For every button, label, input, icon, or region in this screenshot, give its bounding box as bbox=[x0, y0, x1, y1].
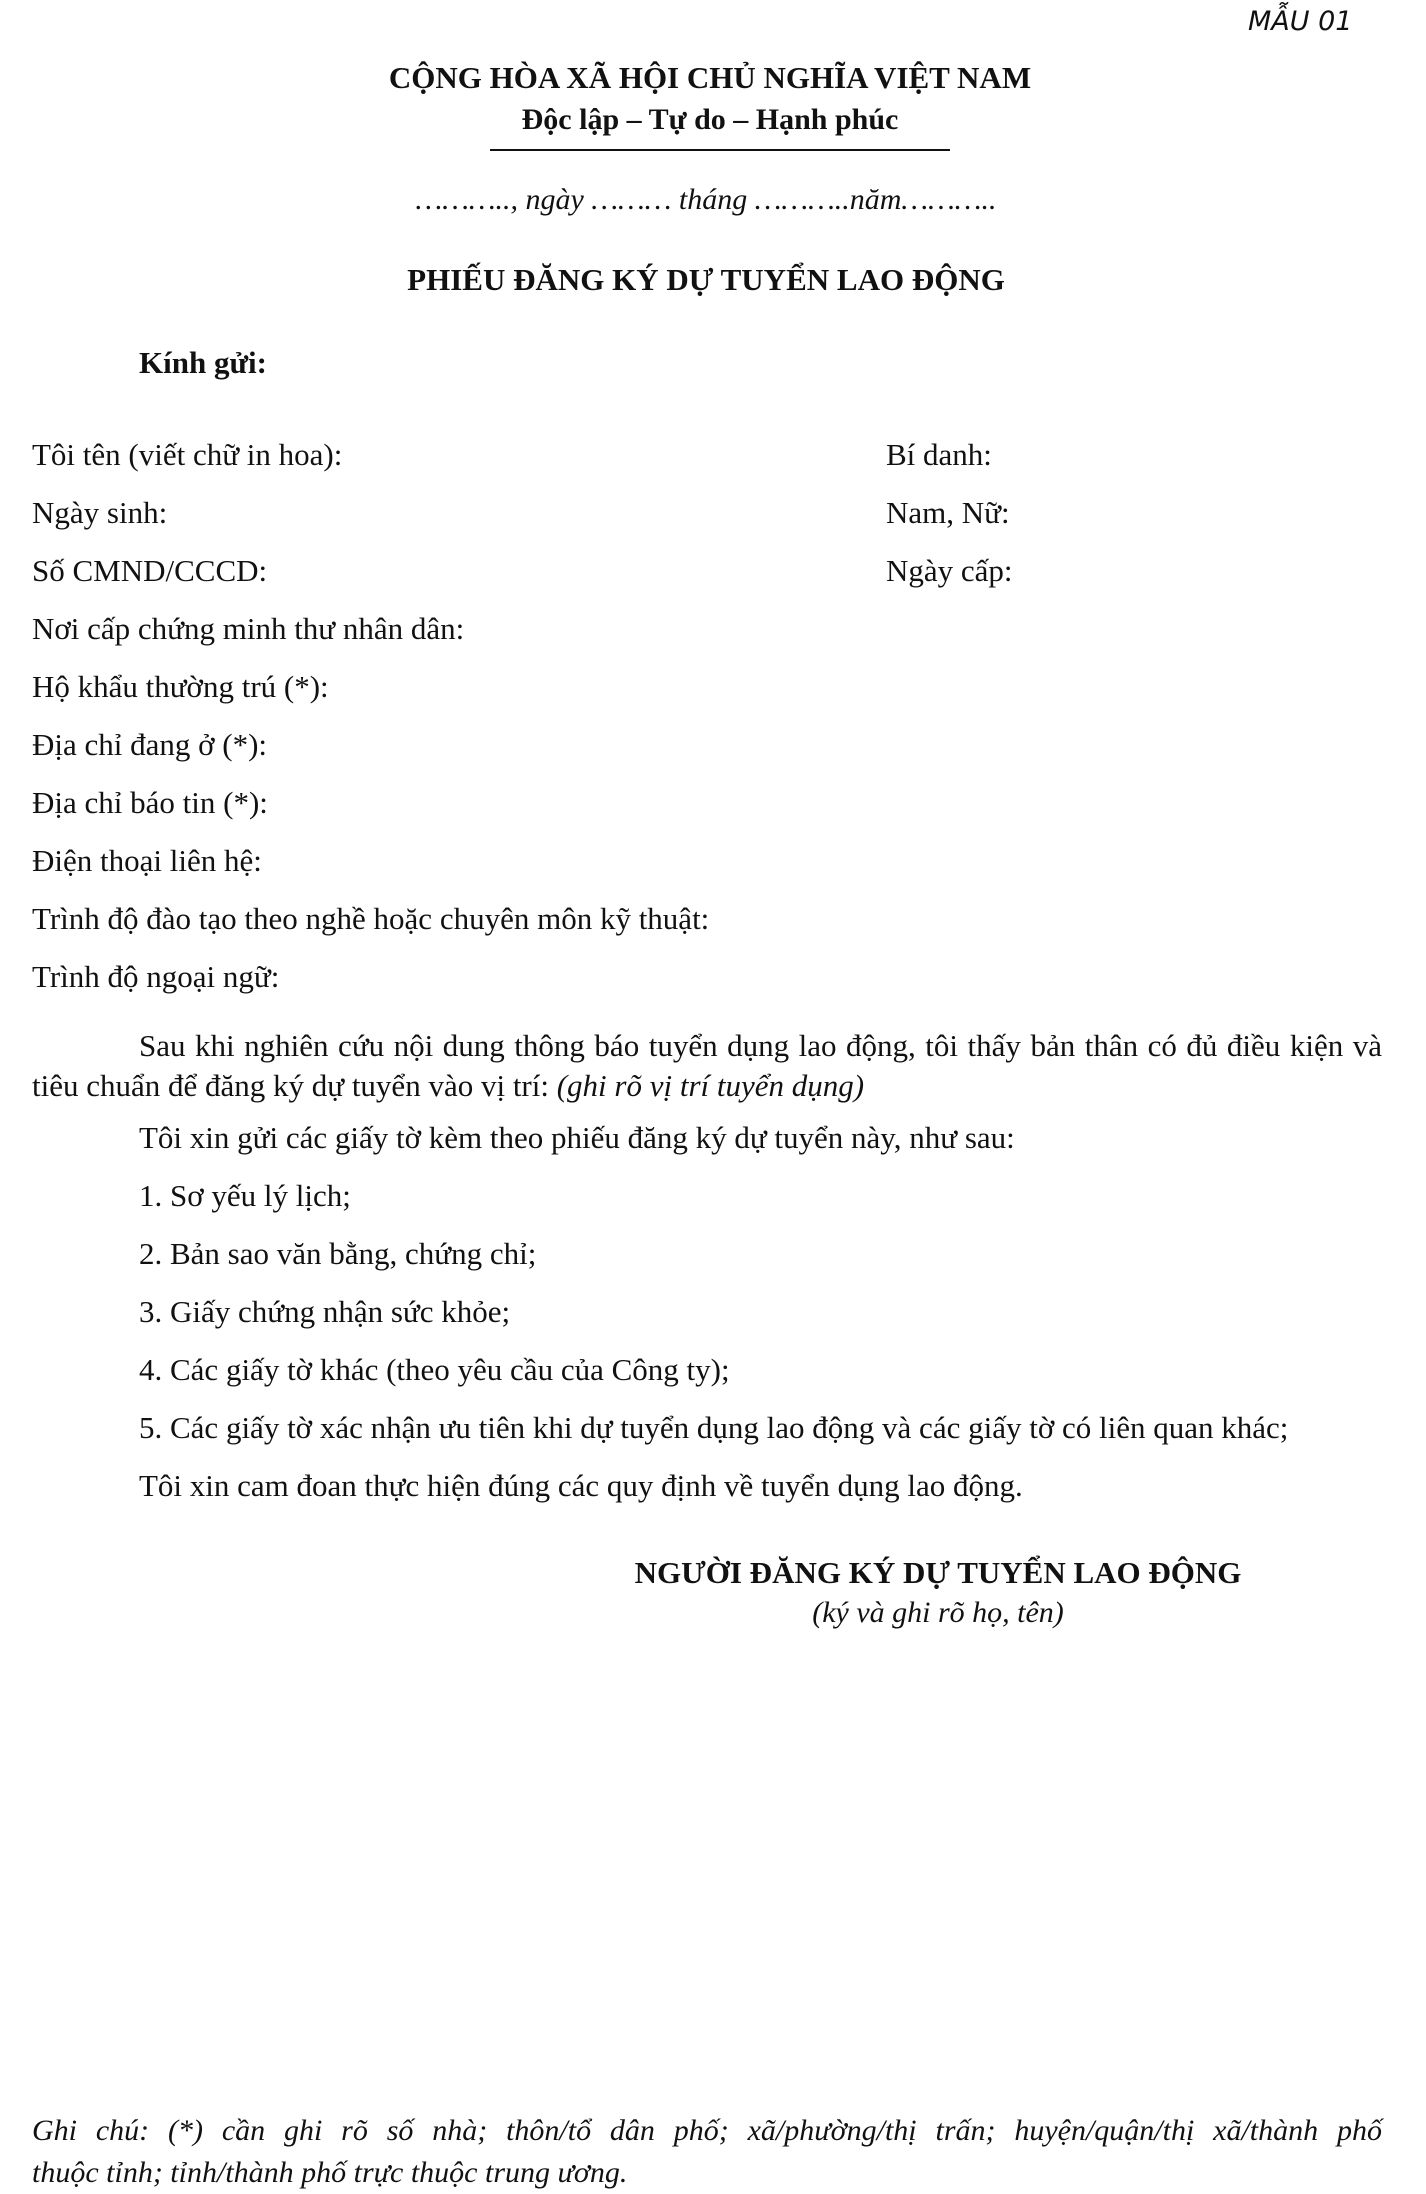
field-training-level: Trình độ đào tạo theo nghề hoặc chuyên môn kỹ thuật: bbox=[32, 901, 710, 936]
national-title: CỘNG HÒA XÃ HỘI CHỦ NGHĨA VIỆT NAM bbox=[388, 60, 1032, 95]
recipient-label: Kính gửi: bbox=[139, 345, 267, 380]
signature-note: (ký và ghi rõ họ, tên) bbox=[812, 1596, 1064, 1629]
footnote bbox=[32, 2110, 1382, 2194]
statement-paragraph bbox=[32, 1026, 1382, 1106]
signature-title: NGƯỜI ĐĂNG KÝ DỰ TUYỂN LAO ĐỘNG bbox=[634, 1555, 1242, 1590]
attachment-item: 2. Bản sao văn bằng, chứng chỉ; bbox=[139, 1236, 537, 1271]
form-code: MẪU 01 bbox=[1248, 6, 1353, 37]
attachment-item: 4. Các giấy tờ khác (theo yêu cầu của Công ty); bbox=[139, 1352, 730, 1387]
national-motto: Độc lập – Tự do – Hạnh phúc bbox=[521, 103, 899, 136]
field-permanent-residence: Hộ khẩu thường trú (*): bbox=[32, 669, 329, 704]
field-phone: Điện thoại liên hệ: bbox=[32, 843, 262, 878]
date-line: ……….., ngày ……… tháng ………..năm……….. bbox=[415, 183, 997, 216]
attachments-intro: Tôi xin gửi các giấy tờ kèm theo phiếu đăng ký dự tuyển này, như sau: bbox=[139, 1120, 1015, 1155]
field-full-name: Tôi tên (viết chữ in hoa): bbox=[32, 437, 343, 472]
footnote-line-2: thuộc tỉnh; tỉnh/thành phố trực thuộc trung ương. bbox=[32, 2156, 628, 2189]
attachment-item: 5. Các giấy tờ xác nhận ưu tiên khi dự tuyển dụng lao động và các giấy tờ có liên quan khác; bbox=[139, 1410, 1289, 1445]
commitment-statement: Tôi xin cam đoan thực hiện đúng các quy định về tuyển dụng lao động. bbox=[139, 1468, 1023, 1503]
field-dob: Ngày sinh: bbox=[32, 495, 168, 530]
footnote-line-1: Ghi chú: (*) cần ghi rõ số nhà; thôn/tổ dân phố; xã/phường/thị trấn; huyện/quận/thị xã/thành phố bbox=[32, 2114, 1382, 2147]
statement-text: Sau khi nghiên cứu nội dung thông báo tuyển dụng lao động, tôi thấy bản thân có đủ điều kiện và tiêu chuẩn để đăng ký dự tuyển vào vị trí: bbox=[32, 1028, 1382, 1103]
field-issue-date: Ngày cấp: bbox=[886, 553, 1013, 588]
field-gender: Nam, Nữ: bbox=[886, 495, 1010, 530]
form-title: PHIẾU ĐĂNG KÝ DỰ TUYỂN LAO ĐỘNG bbox=[407, 262, 1005, 297]
field-issue-place: Nơi cấp chứng minh thư nhân dân: bbox=[32, 611, 465, 646]
attachment-item: 1. Sơ yếu lý lịch; bbox=[139, 1178, 351, 1213]
field-id-number: Số CMND/CCCD: bbox=[32, 553, 268, 588]
field-alias: Bí danh: bbox=[886, 437, 992, 472]
motto-underline bbox=[490, 149, 950, 151]
field-current-address: Địa chỉ đang ở (*): bbox=[32, 727, 268, 762]
field-mailing-address: Địa chỉ báo tin (*): bbox=[32, 785, 268, 820]
attachment-item: 3. Giấy chứng nhận sức khỏe; bbox=[139, 1294, 511, 1329]
field-language-level: Trình độ ngoại ngữ: bbox=[32, 959, 280, 994]
statement-hint: (ghi rõ vị trí tuyển dụng) bbox=[556, 1068, 865, 1103]
